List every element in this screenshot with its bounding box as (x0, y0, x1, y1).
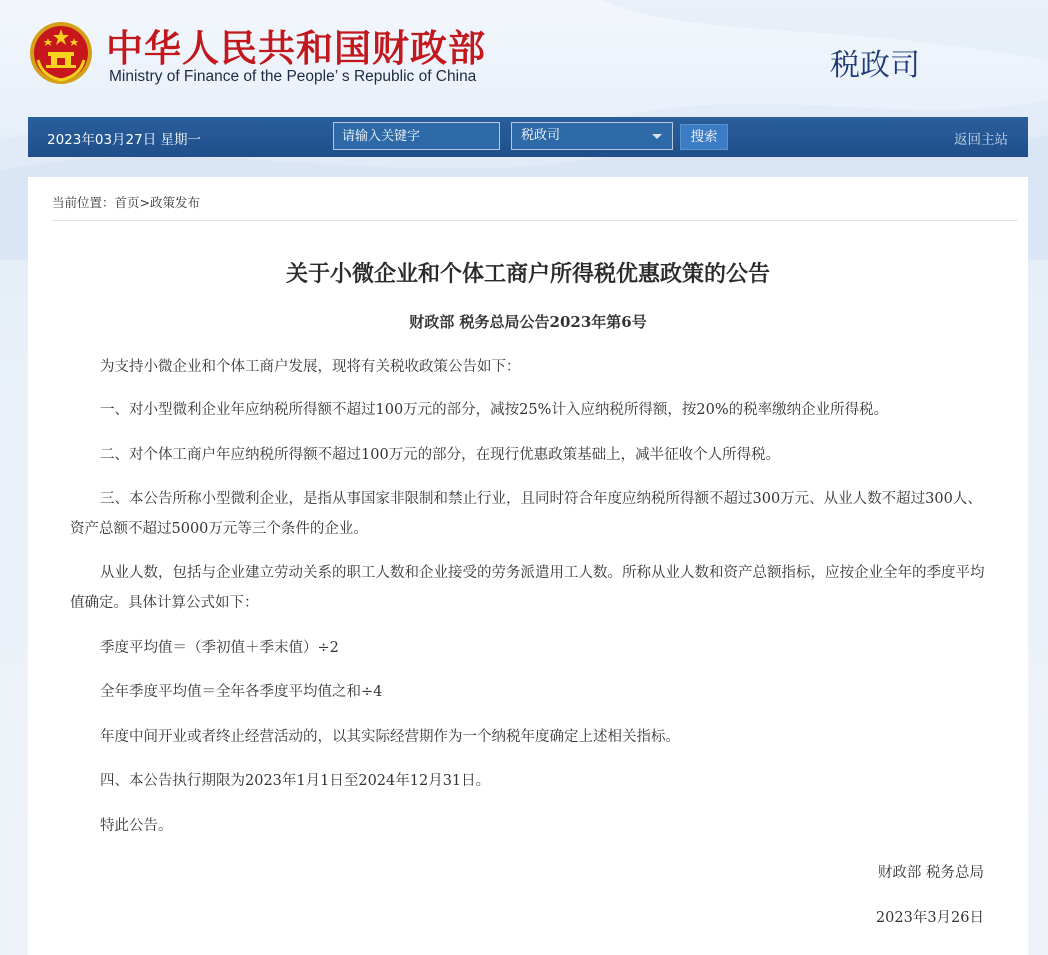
breadcrumb-current-link[interactable]: 政策发布 (150, 195, 201, 210)
breadcrumb-home-link[interactable]: 首页 (114, 195, 140, 210)
article-paragraph: 年度中间开业或者终止经营活动的，以其实际经营期作为一个纳税年度确定上述相关指标。 (100, 729, 680, 745)
article-paragraph: 一、对小型微利企业年应纳税所得额不超过100万元的部分，减按25%计入应纳税所得额，按20%的税率缴纳企业所得税。 (100, 402, 889, 418)
national-emblem-icon (28, 20, 94, 86)
article-paragraph: 特此公告。 (100, 818, 173, 834)
article-paragraph: 为支持小微企业和个体工商户发展，现将有关税收政策公告如下： (100, 359, 521, 375)
article-paragraph: 三、本公告所称小型微利企业，是指从事国家非限制和禁止行业，且同时符合年度应纳税所得额不超过300万元、从业人数不超过300人、资产总额不超过5000万元等三个条件的企业。 (70, 491, 982, 537)
search-button[interactable]: 搜索 (680, 124, 728, 150)
current-date: 2023年03月27日 星期一 (47, 132, 202, 148)
site-header (0, 0, 1048, 110)
top-navbar (28, 117, 1028, 157)
article-title: 关于小微企业和个体工商户所得税优惠政策的公告 (285, 262, 770, 287)
article-container (28, 177, 1028, 955)
article-paragraph: 季度平均值＝（季初值＋季末值）÷2 (100, 640, 339, 656)
breadcrumb-divider (52, 220, 1018, 221)
article-paragraph: 二、对个体工商户年应纳税所得额不超过100万元的部分，在现行优惠政策基础上，减半征收个人所得税。 (100, 447, 781, 463)
caret-down-icon (652, 134, 662, 139)
breadcrumb (52, 193, 200, 211)
article-paragraph: 从业人数，包括与企业建立劳动关系的职工人数和企业接受的劳务派遣用工人数。所称从业人数和资产总额指标，应按企业全年的季度平均值确定。具体计算公式如下： (70, 565, 985, 611)
article-document-number: 财政部 税务总局公告2023年第6号 (409, 313, 647, 331)
department-name: 税政司 (830, 48, 920, 83)
breadcrumb-separator: > (139, 195, 151, 210)
article-signer: 财政部 税务总局 (877, 865, 984, 881)
article-paragraph: 四、本公告执行期限为2023年1月1日至2024年12月31日。 (100, 773, 491, 789)
site-name-chinese: 中华人民共和国财政部 (106, 27, 486, 70)
department-select[interactable] (511, 122, 673, 150)
department-select-value: 税政司 (521, 128, 561, 143)
search-input[interactable] (333, 122, 500, 150)
breadcrumb-prefix: 当前位置： (52, 195, 115, 210)
article-sign-date: 2023年3月26日 (875, 910, 984, 926)
site-name-english: Ministry of Finance of the People’ s Republic of China (109, 68, 477, 85)
article-paragraph: 全年季度平均值＝全年各季度平均值之和÷4 (100, 684, 383, 700)
return-home-link[interactable]: 返回主站 (954, 132, 1008, 148)
